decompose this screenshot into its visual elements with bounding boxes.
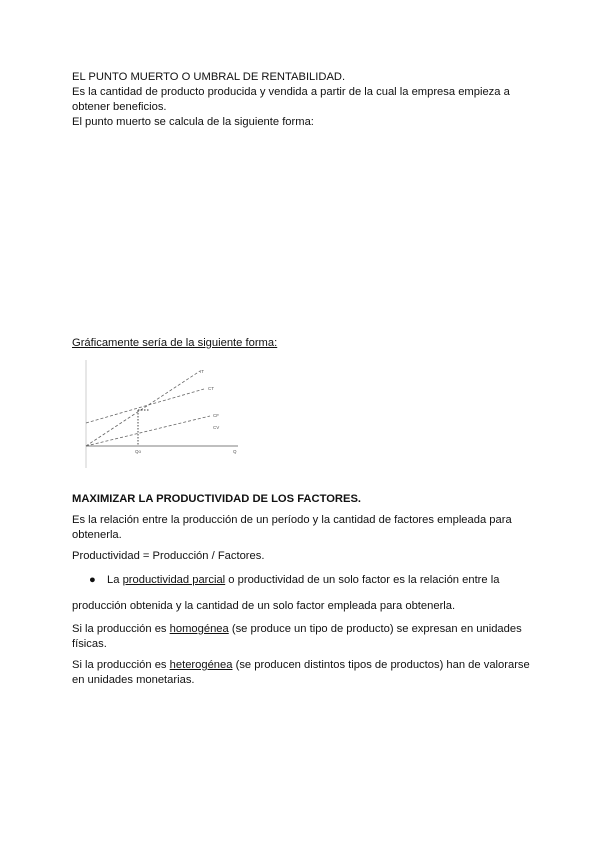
- definition-text: Es la cantidad de producto producida y vendida a partir de la cual la empresa empieza a obtener beneficios.: [72, 86, 510, 113]
- formula-text: Productividad = Producción / Factores.: [72, 550, 265, 562]
- income-line: [86, 371, 200, 446]
- p3-pre: Si la producción es: [72, 623, 170, 635]
- graph-title: Gráficamente sería de la siguiente forma:: [72, 337, 278, 349]
- p4-post: (se producen distintos tipos de productos) han de valorarse en unidades monetarias.: [72, 659, 530, 686]
- definition-text: Es la relación entre la producción de un período y la cantidad de factores empleada para obtenerla.: [72, 514, 512, 541]
- bullet-continuation: producción obtenida y la cantidad de un solo factor empleada para obtenerla.: [72, 600, 456, 612]
- label-total-cost: CT: [208, 386, 214, 391]
- p4-underlined-term: heterogénea: [169, 659, 233, 671]
- section-heading: EL PUNTO MUERTO O UMBRAL DE RENTABILIDAD.: [72, 71, 346, 83]
- label-break-even-quantity: Qo: [135, 449, 142, 454]
- section-punto-muerto: [72, 70, 532, 130]
- p3-underlined-term: homogénea: [169, 623, 229, 635]
- break-even-graph: [80, 360, 250, 470]
- total-cost-line: [86, 389, 204, 423]
- section-productividad: [72, 492, 532, 694]
- p3-post: (se produce un tipo de producto) se expresan en unidades físicas.: [72, 623, 522, 650]
- variable-cost-line: [86, 416, 210, 446]
- label-x-axis: Q: [233, 449, 237, 454]
- label-income: IT: [200, 369, 204, 374]
- bullet-icon: ●: [89, 574, 96, 586]
- label-variable-cost: CV: [213, 425, 220, 430]
- bullet-text-pre: La: [107, 574, 123, 586]
- label-fixed-cost: CF: [213, 413, 219, 418]
- homogeneous-paragraph: [72, 622, 532, 652]
- heterogeneous-paragraph: [72, 658, 532, 688]
- bullet-item: [72, 570, 532, 590]
- calculation-intro: El punto muerto se calcula de la siguiente forma:: [72, 116, 314, 128]
- section-heading: MAXIMIZAR LA PRODUCTIVIDAD DE LOS FACTORES.: [72, 493, 362, 505]
- bullet-text-post: o productividad de un solo factor es la relación entre la: [225, 574, 500, 586]
- p4-pre: Si la producción es: [72, 659, 170, 671]
- bullet-underlined-term: productividad parcial: [122, 574, 226, 586]
